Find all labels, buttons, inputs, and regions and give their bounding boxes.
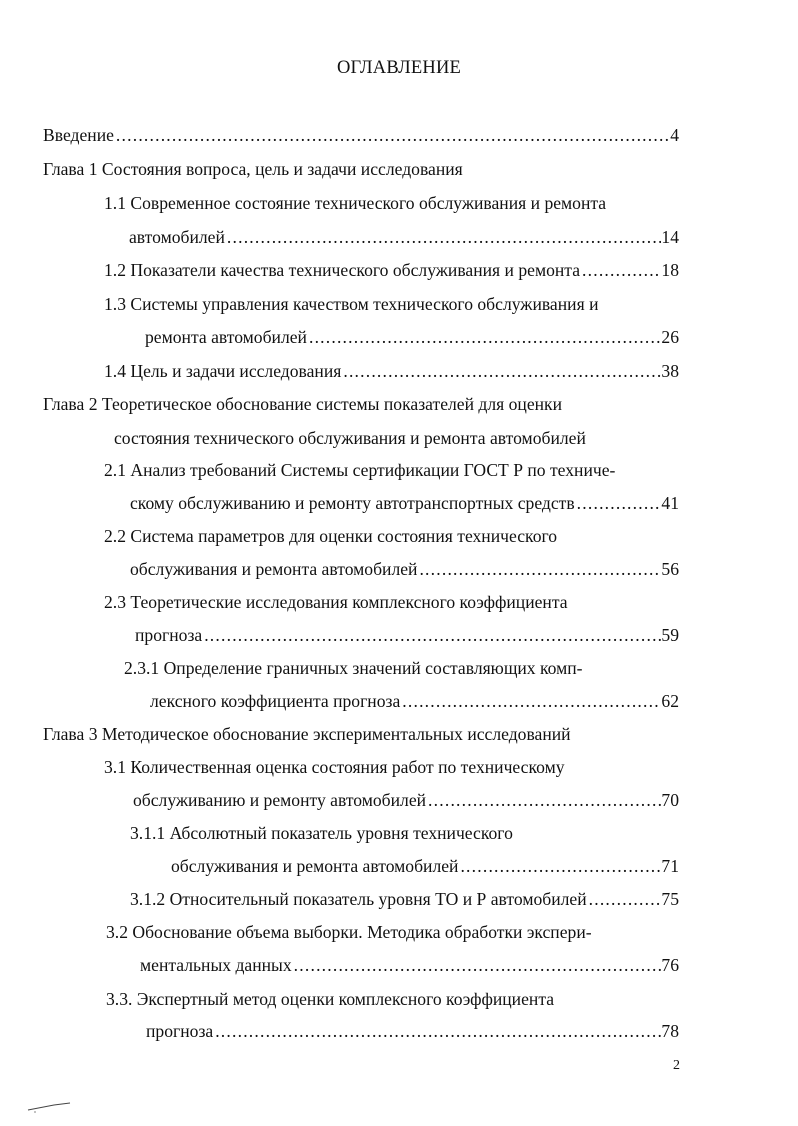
toc-entry: [104, 293, 598, 315]
dot-leader: [580, 259, 661, 281]
dot-leader: [202, 624, 661, 646]
toc-entry-text: обслуживанию и ремонту автомобилей: [133, 790, 427, 810]
toc-entry-page: 4: [670, 125, 679, 145]
toc-entry: [104, 525, 557, 547]
dot-leader: [341, 360, 661, 382]
toc-entry-text: 3.1.1 Абсолютный показатель уровня технического: [130, 823, 513, 843]
toc-entry-page: 76: [661, 955, 679, 975]
toc-entry: [140, 954, 679, 976]
toc-entry-text: 3.2 Обоснование объема выборки. Методика обработки экспери-: [106, 922, 592, 942]
toc-entry: [106, 921, 592, 943]
toc-entry: [146, 1020, 679, 1042]
toc-entry-text: 1.1 Современное состояние технического обслуживания и ремонта: [104, 193, 607, 213]
toc-entry: [104, 591, 568, 613]
dot-leader: [292, 954, 662, 976]
toc-entry: [135, 624, 679, 646]
toc-entry-text: 3.1 Количественная оценка состояния работ по техническому: [104, 757, 565, 777]
toc-entry-text: скому обслуживанию и ремонту автотранспортных средств: [130, 493, 575, 513]
toc-entry: [104, 192, 606, 214]
toc-entry-page: 56: [661, 559, 679, 579]
toc-entry-text: состояния технического обслуживания и ремонта автомобилей: [114, 428, 586, 448]
toc-entry-text: лексного коэффициента прогноза: [150, 691, 401, 711]
page-number: 2: [673, 1058, 680, 1073]
toc-entry: [150, 690, 679, 712]
toc-chapter: [114, 427, 586, 449]
toc-chapter: [43, 393, 562, 415]
toc-entry: [133, 789, 679, 811]
toc-entry-page: 14: [661, 227, 679, 247]
toc-entry-text: автомобилей: [129, 227, 225, 247]
toc-chapter: [43, 723, 571, 745]
toc-entry: [130, 558, 679, 580]
toc-entry-text: 2.3 Теоретические исследования комплексного коэффициента: [104, 592, 568, 612]
dot-leader: [400, 690, 661, 712]
toc-chapter: [43, 158, 463, 180]
toc-entry-text: ремонта автомобилей: [145, 327, 307, 347]
toc-entry-text: Введение: [43, 125, 114, 145]
toc-entry-page: 18: [661, 260, 679, 280]
toc-entry: [106, 988, 554, 1010]
toc-entry-text: 3.1.2 Относительный показатель уровня ТО и Р автомобилей: [130, 889, 587, 909]
dot-leader: [575, 492, 662, 514]
toc-entry: [130, 492, 679, 514]
toc-entry-page: 78: [661, 1021, 679, 1041]
toc-entry: [43, 124, 679, 146]
toc-entry: [171, 855, 679, 877]
toc-entry-page: 26: [661, 327, 679, 347]
toc-entry-page: 41: [661, 493, 679, 513]
toc-entry-text: 2.2 Система параметров для оценки состояния технического: [104, 526, 558, 546]
toc-entry-text: Глава 3 Методическое обоснование экспериментальных исследований: [43, 724, 571, 744]
toc-entry-text: ментальных данных: [140, 955, 292, 975]
dot-leader: [426, 789, 661, 811]
toc-entry: [104, 259, 679, 281]
dot-leader: [225, 226, 662, 248]
toc-entry-page: 70: [661, 790, 679, 810]
toc-entry-text: прогноза: [135, 625, 203, 645]
toc-entry-text: обслуживания и ремонта автомобилей: [130, 559, 418, 579]
toc-entry-text: прогноза: [146, 1021, 214, 1041]
toc-entry-text: обслуживания и ремонта автомобилей: [171, 856, 459, 876]
pen-stroke-mark: [26, 1100, 76, 1114]
toc-entry: [129, 226, 679, 248]
dot-leader: [307, 326, 661, 348]
toc-entry-page: 62: [661, 691, 679, 711]
toc-entry-page: 59: [661, 625, 679, 645]
page-title: ОГЛАВЛЕНИЕ: [336, 58, 462, 78]
toc-entry-page: 38: [661, 361, 679, 381]
toc-entry: [104, 459, 615, 481]
dot-leader: [458, 855, 661, 877]
toc-entry-text: 3.3. Экспертный метод оценки комплексного коэффициента: [106, 989, 555, 1009]
toc-entry-text: 1.2 Показатели качества технического обслуживания и ремонта: [104, 260, 581, 280]
toc-entry: [130, 822, 513, 844]
dot-leader: [114, 124, 670, 146]
toc-entry-page: 75: [661, 889, 679, 909]
toc-entry-text: 1.4 Цель и задачи исследования: [104, 361, 342, 381]
dot-leader: [213, 1020, 661, 1042]
toc-entry-text: 1.3 Системы управления качеством технического обслуживания и: [104, 294, 599, 314]
toc-entry-text: Глава 1 Состояния вопроса, цель и задачи исследования: [43, 159, 463, 179]
toc-entry: [104, 360, 679, 382]
toc-entry: [130, 888, 679, 910]
toc-entry-page: 71: [661, 856, 679, 876]
dot-leader: [587, 888, 662, 910]
toc-entry-text: 2.3.1 Определение граничных значений составляющих комп-: [124, 658, 583, 678]
toc-entry-text: 2.1 Анализ требований Системы сертификации ГОСТ Р по техниче-: [104, 460, 616, 480]
toc-entry: [124, 657, 583, 679]
dot-leader: [417, 558, 661, 580]
toc-entry-text: Глава 2 Теоретическое обоснование системы показателей для оценки: [43, 394, 563, 414]
toc-entry: [104, 756, 565, 778]
toc-entry: [145, 326, 679, 348]
